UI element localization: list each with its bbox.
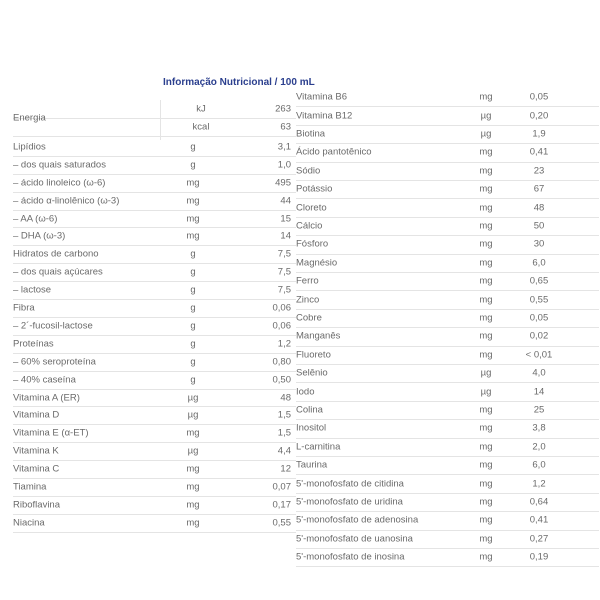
nutrient-unit: mg [479,349,493,361]
nutrient-value: 0,05 [529,91,549,103]
nutrient-value: 67 [533,183,545,195]
nutrient-value: 0,65 [529,275,549,287]
nutrient-name: – 40% caseína [13,374,76,386]
nutrient-name: 5'-monofosfato de adenosina [296,514,419,526]
nutrient-name: Cloreto [296,202,327,214]
nutrient-unit: mg [479,220,493,232]
table-header: Informação Nutricional / 100 mL [163,77,315,88]
nutrient-name: Colina [296,404,323,416]
table-row [296,125,599,144]
nutrient-value: 1,5 [277,409,291,421]
nutrient-name: Fósforo [296,238,329,250]
nutrient-value: 1,2 [277,338,291,350]
table-row [13,496,296,515]
table-row [296,180,599,199]
nutrient-unit: mg [186,481,200,493]
nutrient-value: 0,41 [529,514,549,526]
nutrient-value: 0,17 [272,499,291,511]
nutrient-name: Niacina [13,517,45,529]
nutrient-value: 1,0 [277,159,291,171]
table-row [13,460,296,479]
nutrient-value: 1,5 [277,427,291,439]
nutrient-value: < 0,01 [525,349,553,361]
nutrient-value: 0,07 [272,481,291,493]
nutrient-unit: mg [479,91,493,103]
nutrient-name: 5'-monofosfato de citidina [296,478,404,490]
nutrient-unit: kJ [196,103,206,115]
table-row [296,290,599,309]
nutrient-unit: mg [479,459,493,471]
nutrient-unit: mg [479,294,493,306]
nutrient-name: Vitamina A (ER) [13,392,80,404]
nutrient-unit: mg [186,427,200,439]
nutrient-value: 4,4 [277,445,291,457]
table-row [13,174,296,193]
nutrient-value: 7,5 [277,248,291,260]
nutrient-name: Iodo [296,386,315,398]
nutrient-unit: mg [479,183,493,195]
nutrient-unit: mg [479,441,493,453]
table-row [13,245,296,264]
nutrient-name: Hidratos de carbono [13,248,99,260]
table-row [13,478,296,497]
nutrient-value: 3,8 [532,422,546,434]
table-row [296,382,599,401]
table-row [296,88,599,107]
nutrient-name: Cálcio [296,220,323,232]
table-row [296,438,599,457]
nutrient-value: 25 [533,404,545,416]
nutrient-name: 5'-monofosfato de uanosina [296,533,413,545]
nutrient-name: Biotina [296,128,326,140]
nutrient-value: 263 [275,103,291,115]
nutrient-value: 1,9 [532,128,546,140]
nutrient-name: – dos quais açúcares [13,266,103,278]
nutrient-name: Tiamina [13,481,47,493]
nutrient-value: 23 [533,165,545,177]
nutrient-name: 5'-monofosfato de uridina [296,496,403,508]
nutrient-unit: µg [480,128,492,140]
nutrient-unit: mg [479,533,493,545]
nutrient-value: 3,1 [277,141,291,153]
nutrient-value: 0,80 [272,356,291,368]
table-row [13,317,296,336]
nutrient-value: 15 [280,213,291,225]
table-row [296,272,599,291]
nutrient-unit: mg [479,330,493,342]
table-row [296,493,599,512]
table-row [13,100,296,124]
nutrient-unit: µg [480,367,492,379]
nutrient-name: – 2´-fucosil-lactose [13,320,93,332]
nutrient-value: 0,06 [272,320,291,332]
table-row [13,353,296,372]
table-row [296,456,599,475]
table-row [296,106,599,125]
nutrient-name: – lactose [13,284,52,296]
nutrient-unit: g [190,159,196,171]
nutrient-value: 0,19 [529,551,549,563]
nutrient-unit: µg [187,409,199,421]
nutrient-value: 0,05 [529,312,549,324]
table-row [13,210,296,229]
nutrient-name: Riboflavina [13,499,60,511]
table-row [13,228,296,247]
nutrient-value: 6,0 [532,257,546,269]
nutrient-value: 0,20 [529,110,549,122]
nutrient-value: 7,5 [277,284,291,296]
nutrient-name: – ácido α-linolênico (ω-3) [13,195,120,207]
nutrient-value: 50 [533,220,545,232]
nutrient-unit: mg [186,463,200,475]
table-row [296,198,599,217]
nutrient-name: Vitamina C [13,463,60,475]
nutrient-unit: g [190,374,196,386]
nutrient-value: 14 [280,230,291,242]
nutrient-unit: g [190,302,196,314]
table-row [13,118,296,137]
table-row [296,143,599,162]
nutrient-value: 0,02 [529,330,549,342]
nutrient-name: Vitamina E (α-ET) [13,427,89,439]
table-row [13,442,296,461]
nutrient-name: – AA (ω-6) [13,213,58,225]
nutrient-value: 0,64 [529,496,549,508]
nutrient-name: Vitamina D [13,409,60,421]
nutrient-value: 0,50 [272,374,291,386]
table-row [296,327,599,346]
nutrient-unit: g [190,266,196,278]
nutrient-value: 4,0 [532,367,546,379]
nutrient-name: Proteínas [13,338,54,350]
nutrient-unit: mg [186,195,200,207]
table-row [13,335,296,354]
nutrition-table-right [296,88,599,568]
nutrient-name: Sódio [296,165,321,177]
nutrient-unit: g [190,248,196,260]
nutrient-value: 6,0 [532,459,546,471]
table-row [13,281,296,300]
table-row [296,474,599,493]
nutrient-value: 44 [280,195,291,207]
nutrient-unit: µg [187,445,199,457]
nutrient-value: 12 [280,463,291,475]
nutrient-value: 30 [533,238,545,250]
nutrient-unit: mg [186,213,200,225]
nutrient-value: 0,55 [529,294,549,306]
nutrient-name: Taurina [296,459,328,471]
nutrition-table-left [13,95,296,545]
nutrient-name: Vitamina B6 [296,91,348,103]
nutrient-name: 5'-monofosfato de inosina [296,551,405,563]
nutrient-name: Inositol [296,422,327,434]
nutrient-name: Ácido pantotênico [296,146,372,158]
nutrient-unit: g [190,356,196,368]
nutrient-value: 48 [533,202,545,214]
nutrient-unit: mg [479,496,493,508]
table-row [296,530,599,549]
nutrient-value: 63 [280,121,291,133]
nutrient-name: – DHA (ω-3) [13,230,66,242]
nutrient-value: 0,41 [529,146,549,158]
table-row [13,389,296,408]
nutrient-value: 0,55 [272,517,291,529]
nutrient-name: L-carnitina [296,441,341,453]
nutrient-unit: kcal [192,121,210,133]
nutrient-unit: mg [479,257,493,269]
table-row [13,371,296,390]
nutrient-unit: g [190,141,196,153]
nutrient-unit: mg [479,551,493,563]
nutrient-name: Vitamina B12 [296,110,353,122]
nutrient-value: 495 [275,177,291,189]
nutrient-unit: µg [480,386,492,398]
table-row [296,217,599,236]
nutrient-unit: mg [479,238,493,250]
nutrient-name: Ferro [296,275,319,287]
nutrient-unit: mg [186,517,200,529]
table-row [296,346,599,365]
nutrient-name: Potássio [296,183,333,195]
nutrient-unit: mg [479,202,493,214]
nutrient-unit: g [190,320,196,332]
energy-divider [160,100,161,140]
nutrient-unit: mg [479,146,493,158]
nutrient-value: 48 [280,392,291,404]
nutrient-unit: mg [479,312,493,324]
nutrient-name: Energia [13,112,46,124]
table-row [296,548,599,567]
nutrient-name: Manganês [296,330,341,342]
table-row [13,192,296,211]
nutrient-name: – ácido linoleico (ω-6) [13,177,106,189]
nutrient-name: Lipídios [13,141,46,153]
table-row [13,156,296,175]
table-row [296,309,599,328]
nutrient-value: 0,06 [272,302,291,314]
nutrient-value: 0,27 [529,533,549,545]
table-row [296,401,599,420]
nutrient-value: 7,5 [277,266,291,278]
table-row [296,419,599,438]
nutrient-name: Zinco [296,294,320,306]
nutrient-name: – 60% seroproteína [13,356,96,368]
table-row [296,235,599,254]
nutrient-name: – dos quais saturados [13,159,106,171]
table-row [296,511,599,530]
table-row [13,407,296,426]
nutrient-name: Selênio [296,367,328,379]
table-row [296,364,599,383]
nutrient-value: 14 [533,386,545,398]
nutrient-unit: mg [479,165,493,177]
table-row [13,514,296,533]
nutrient-unit: mg [479,275,493,287]
nutrient-unit: g [190,338,196,350]
nutrient-unit: mg [479,422,493,434]
table-row [13,299,296,318]
table-row [296,162,599,181]
nutrient-unit: mg [186,177,200,189]
nutrient-unit: mg [479,514,493,526]
nutrient-unit: µg [187,392,199,404]
nutrient-name: Fluoreto [296,349,331,361]
table-row [296,254,599,273]
nutrient-value: 2,0 [532,441,546,453]
table-row [13,424,296,443]
table-row [13,138,296,157]
nutrient-unit: g [190,284,196,296]
nutrient-name: Cobre [296,312,322,324]
nutrient-unit: µg [480,110,492,122]
table-row [13,263,296,282]
nutrient-name: Vitamina K [13,445,59,457]
nutrient-unit: mg [186,230,200,242]
nutrient-name: Magnésio [296,257,338,269]
nutrient-unit: mg [479,478,493,490]
nutrient-unit: mg [479,404,493,416]
nutrient-unit: mg [186,499,200,511]
nutrient-name: Fibra [13,302,35,314]
nutrient-value: 1,2 [532,478,546,490]
